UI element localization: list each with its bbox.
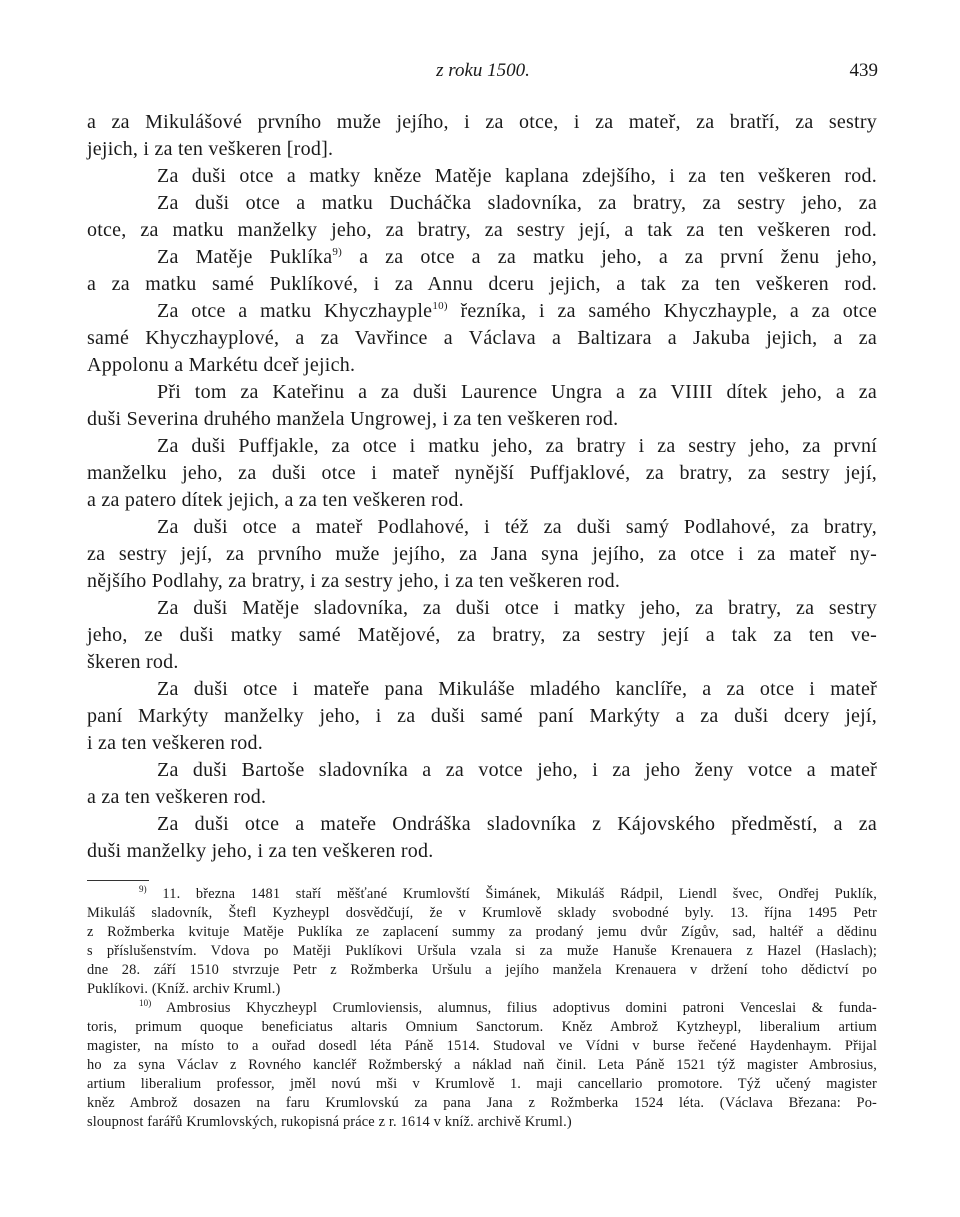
text-line: kněz Ambrož dosazen na faru Krumlovskú za pana Jana z Rožmberka 1524 léta. (Václava Březana: Po- (87, 1095, 877, 1111)
paragraph (87, 676, 877, 757)
paragraph (87, 595, 877, 676)
paragraph (87, 433, 877, 514)
text-line (87, 999, 877, 1018)
text-line: a za matku samé Puklíkové, i za Annu dceru jejich, a tak za ten veškeren rod. (87, 273, 877, 295)
text-line (87, 298, 877, 325)
text-line: Za duši otce a mateř Podlahové, i též za duši samý Podlahové, za bratry, (157, 516, 877, 538)
text-line: paní Markýty manželky jeho, i za duši samé paní Markýty a za duši dcery její, (87, 705, 877, 727)
text-line (87, 244, 877, 271)
footnotes (87, 885, 877, 1132)
footnote-marker: 9) (139, 884, 147, 894)
text-line: i za ten veškeren rod. (87, 732, 263, 754)
running-head (88, 60, 878, 90)
text-line: ho za syna Václav z Rovného kancléř Rožmberský a náklad naň činil. Leta Páně 1521 týž magister Ambrosius, (87, 1057, 877, 1073)
footnote-ref: 10) (432, 300, 448, 312)
text-line: a za ten veškeren rod. (87, 786, 267, 808)
text-line: dne 28. září 1510 stvrzuje Petr z Rožmberka Uršulu a jejího manžela Krenauera v držení toho dědictví po (87, 962, 877, 978)
text-line: Mikuláš sladovník, Štefl Kyzheypl dosvědčují, že v Krumlově sklady svobodné byly. 13. října 1495 Petr (87, 905, 877, 921)
text-line: Puklíkovi. (Kníž. archiv Kruml.) (87, 981, 281, 997)
text-line: Za duši Bartoše sladovníka a za votce jeho, i za jeho ženy votce a mateř (157, 759, 877, 781)
paragraph (87, 190, 877, 244)
text-line: manželku jeho, za duši otce i mateř nynější Puffjaklové, za bratry, za sestry její, (87, 462, 877, 484)
running-title: z roku 1500. (436, 60, 530, 81)
text-line: Appolonu a Markétu dceř jejich. (87, 354, 356, 376)
text-line: Za duši otce a mateře Ondráška sladovníka z Kájovského předměstí, a za (157, 813, 877, 835)
text-segment: Ambrosius Khyczheypl Crumloviensis, alumnus, filius adoptivus domini patroni Venceslai & funda- (166, 1000, 877, 1016)
text-line: škeren rod. (87, 651, 179, 673)
text-line: duši Severina druhého manžela Ungrowej, i za ten veškeren rod. (87, 408, 619, 430)
paragraph (87, 514, 877, 595)
paragraph (87, 109, 877, 163)
text-line: toris, primum quoque beneficiatus altaris Omnium Sanctorum. Kněz Ambrož Kytzheypl, liberalium artium (87, 1019, 877, 1035)
footnote-marker: 10) (139, 998, 152, 1008)
text-line: jeho, ze duši matky samé Matějové, za bratry, za sestry její a tak za ten ve- (87, 624, 877, 646)
text-line: Za duši otce i mateře pana Mikuláše mladého kanclíře, a za otce i mateř (157, 678, 877, 700)
paragraph (87, 379, 877, 433)
text-line: otce, za matku manželky jeho, za bratry, za sestry její, a tak za ten veškeren rod. (87, 219, 877, 241)
text-line: magister, na místo to a ouřad dosedl léta Páně 1514. Studoval ve Vídni v burse řečené Haydenhaym. Přijal (87, 1038, 877, 1054)
text-segment: 11. března 1481 staří měšťané Krumlovští Šimánek, Mikuláš Rádpil, Liendl švec, Ondřej Puklík, (162, 886, 878, 902)
text-line: artium liberalium professor, jměl novú mši v Krumlově 1. maji cancellario promotore. Týž učený magister (87, 1076, 877, 1092)
text-line: Za duši otce a matku Ducháčka sladovníka, za bratry, za sestry jeho, za (157, 192, 877, 214)
footnote-ref: 9) (332, 246, 343, 258)
text-line: Při tom za Kateřinu a za duši Laurence Ungra a za VIIII dítek jeho, a za (157, 381, 877, 403)
paragraph (87, 811, 877, 865)
text-line: Za duši otce a matky kněze Matěje kaplana zdejšího, i za ten veškeren rod. (157, 165, 877, 187)
page-number: 439 (849, 60, 878, 81)
text-line: a za patero dítek jejich, a za ten veškeren rod. (87, 489, 464, 511)
text-segment: Za Matěje Puklíka (157, 246, 333, 268)
text-segment: řezníka, i za samého Khyczhayple, a za otce (460, 300, 878, 322)
text-line: Za duši Puffjakle, za otce i matku jeho, za bratry i za sestry jeho, za první (157, 435, 877, 457)
text-line (87, 885, 877, 904)
text-segment: Za otce a matku Khyczhayple (157, 300, 433, 322)
text-line: s příslušenstvím. Vdova po Matěji Puklíkovi Uršula vzala si za muže Hanuše Krenauera z Hazel (Haslach); (87, 943, 877, 959)
text-line: z Rožmberka kvituje Matěje Puklíka ze zaplacení summy za prodaný jemu dvůr Zígův, sad, haltéř a dědinu (87, 924, 877, 940)
paragraph (87, 244, 877, 298)
paragraph (87, 298, 877, 379)
text-line: samé Khyczhayplové, a za Vavřince a Václava a Baltizara a Jakuba jejich, a za (87, 327, 877, 349)
paragraph (87, 163, 877, 190)
footnote (87, 885, 877, 999)
text-line: za sestry její, za prvního muže jejího, za Jana syna jejího, za otce i za mateř ny- (87, 543, 877, 565)
main-text (87, 109, 877, 865)
footnote-separator (87, 880, 149, 881)
footnote (87, 999, 877, 1132)
text-segment: a za otce a za matku jeho, a za první ženu jeho, (359, 246, 877, 268)
text-line: a za Mikulášové prvního muže jejího, i za otce, i za mateř, za bratří, za sestry (87, 111, 877, 133)
text-line: duši manželky jeho, i za ten veškeren rod. (87, 840, 434, 862)
text-line: nějšího Podlahy, za bratry, i za sestry jeho, i za ten veškeren rod. (87, 570, 621, 592)
text-line: jejich, i za ten veškeren [rod]. (87, 138, 334, 160)
paragraph (87, 757, 877, 811)
text-line: sloupnost farářů Krumlovských, rukopisná práce z r. 1614 v kníž. archivě Kruml.) (87, 1114, 572, 1130)
text-line: Za duši Matěje sladovníka, za duši otce i matky jeho, za bratry, za sestry (157, 597, 877, 619)
